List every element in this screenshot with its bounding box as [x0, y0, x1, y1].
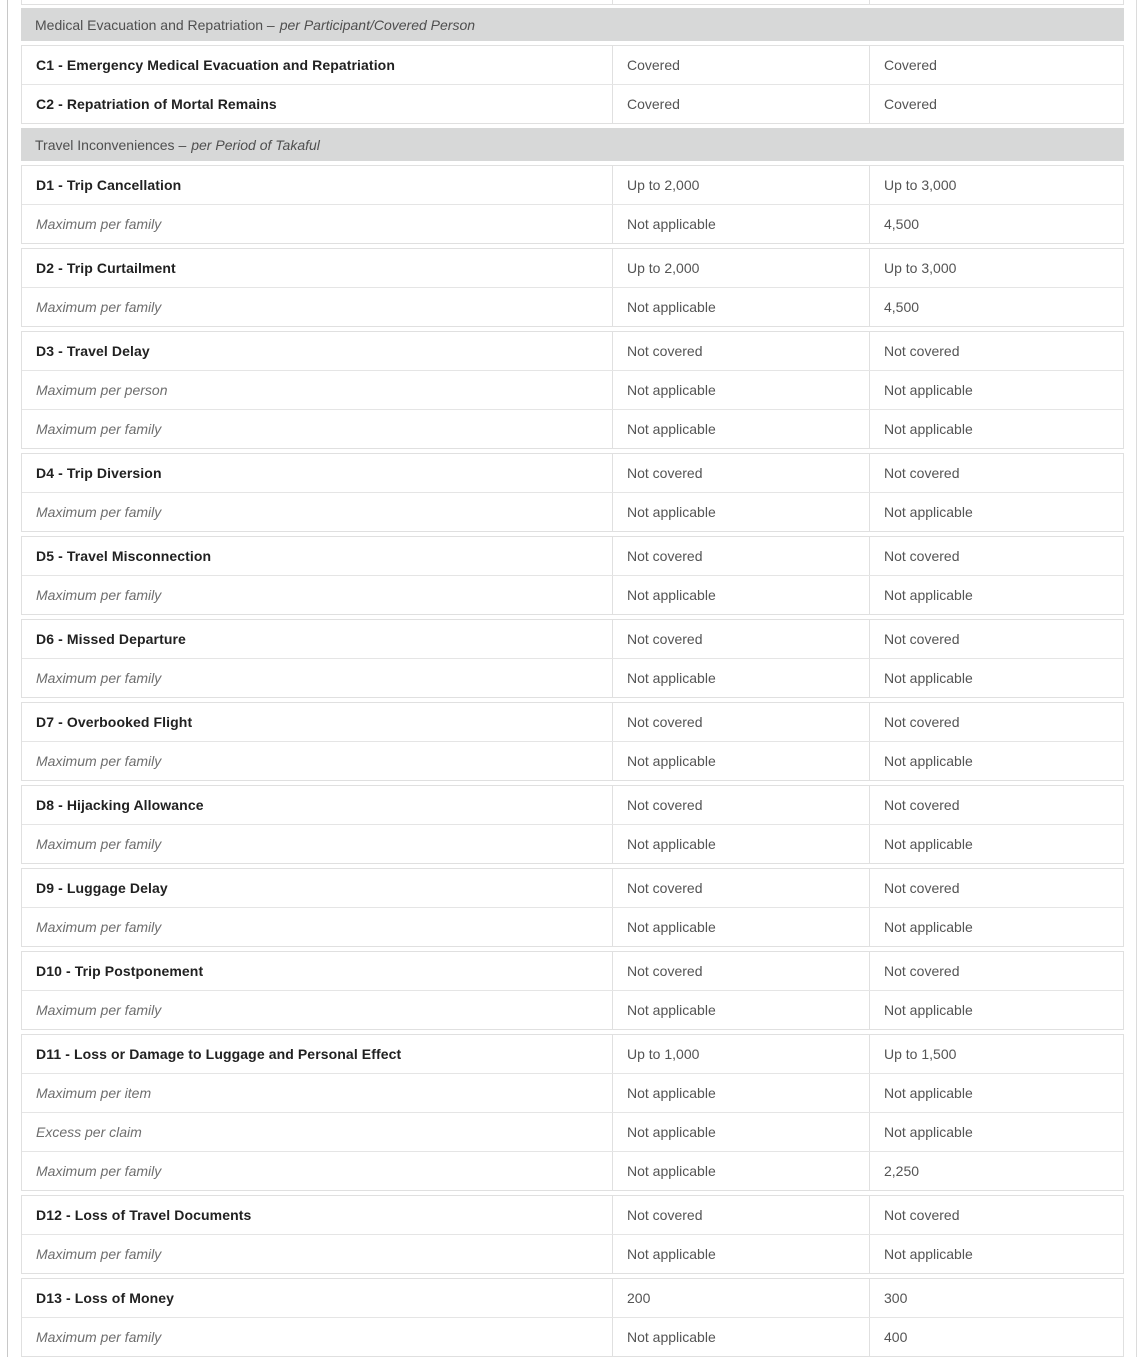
sublimit-label-cell: Excess per claim [36, 1124, 142, 1140]
plan-1-value-cell: Not applicable [612, 1113, 869, 1151]
plan-2-value-cell: Not applicable [869, 1074, 1123, 1112]
section-header [21, 8, 1124, 41]
section-header [21, 128, 1124, 161]
benefit-group [21, 248, 1124, 327]
table-row [22, 537, 1123, 575]
table-row [22, 575, 1123, 614]
benefit-label-cell: D3 - Travel Delay [36, 343, 150, 359]
table-row [22, 204, 1123, 243]
plan-1-value-cell: Not applicable [612, 742, 869, 780]
plan-2-value-cell: 300 [869, 1279, 1123, 1317]
plan-1-value-cell: Up to 2,000 [612, 249, 869, 287]
benefit-group [21, 1195, 1124, 1274]
benefit-label-cell: D10 - Trip Postponement [36, 963, 204, 979]
benefit-label-cell: D6 - Missed Departure [36, 631, 186, 647]
plan-2-value-cell: 400 [869, 1318, 1123, 1356]
section-header-text: Travel Inconveniences – [35, 136, 187, 153]
plan-2-value-cell: Not applicable [869, 908, 1123, 946]
plan-1-value-cell: Not applicable [612, 288, 869, 326]
benefit-group [21, 785, 1124, 864]
plan-2-value-cell: Not applicable [869, 1235, 1123, 1273]
plan-2-value-cell: Not applicable [869, 371, 1123, 409]
plan-1-value-cell: Covered [612, 85, 869, 123]
plan-1-value-cell: Not covered [612, 1196, 869, 1234]
benefits-table [21, 8, 1124, 1357]
plan-2-value-cell: Not covered [869, 454, 1123, 492]
table-row [22, 1073, 1123, 1112]
plan-1-value-cell: Not covered [612, 620, 869, 658]
table-row [22, 907, 1123, 946]
sublimit-label-cell: Maximum per family [36, 1002, 162, 1018]
sublimit-label-cell: Maximum per family [36, 670, 162, 686]
plan-2-value-cell: Not applicable [869, 493, 1123, 531]
plan-2-value-cell: Up to 1,500 [869, 1035, 1123, 1073]
plan-2-value-cell: Not applicable [869, 410, 1123, 448]
benefit-group [21, 165, 1124, 244]
sublimit-label-cell: Maximum per family [36, 1329, 162, 1345]
benefit-group [21, 951, 1124, 1030]
table-row [22, 1317, 1123, 1356]
sublimit-label-cell: Maximum per person [36, 382, 168, 398]
plan-2-value-cell: Covered [869, 85, 1123, 123]
plan-2-value-cell: Covered [869, 46, 1123, 84]
plan-2-value-cell: 2,250 [869, 1152, 1123, 1190]
benefit-group [21, 45, 1124, 124]
plan-1-value-cell: Not covered [612, 952, 869, 990]
sublimit-label-cell: Maximum per family [36, 421, 162, 437]
plan-2-value-cell: Not covered [869, 537, 1123, 575]
table-row [22, 1279, 1123, 1317]
plan-1-value-cell: Not applicable [612, 1318, 869, 1356]
plan-2-value-cell: Not covered [869, 786, 1123, 824]
benefit-label-cell: C1 - Emergency Medical Evacuation and Repatriation [36, 57, 395, 73]
benefit-label-cell: D4 - Trip Diversion [36, 465, 162, 481]
plan-2-value-cell: Not covered [869, 1196, 1123, 1234]
sublimit-label-cell: Maximum per family [36, 919, 162, 935]
benefit-group [21, 1034, 1124, 1191]
plan-1-value-cell: Not applicable [612, 1074, 869, 1112]
benefit-group [21, 536, 1124, 615]
table-row [22, 620, 1123, 658]
plan-1-value-cell: Covered [612, 46, 869, 84]
plan-1-value-cell: Not applicable [612, 576, 869, 614]
plan-2-value-cell: 4,500 [869, 205, 1123, 243]
section-header-text: Medical Evacuation and Repatriation – [35, 16, 275, 33]
section-header-italic-suffix: per Participant/Covered Person [279, 16, 476, 33]
plan-1-value-cell: Not applicable [612, 659, 869, 697]
plan-1-value-cell: Not applicable [612, 825, 869, 863]
plan-1-value-cell: Not covered [612, 454, 869, 492]
column-divider [869, 0, 870, 4]
table-row [22, 332, 1123, 370]
plan-2-value-cell: 4,500 [869, 288, 1123, 326]
plan-1-value-cell: Not applicable [612, 410, 869, 448]
plan-2-value-cell: Up to 3,000 [869, 166, 1123, 204]
plan-2-value-cell: Not applicable [869, 576, 1123, 614]
plan-1-value-cell: Not applicable [612, 991, 869, 1029]
plan-2-value-cell: Not covered [869, 332, 1123, 370]
sublimit-label-cell: Maximum per family [36, 299, 162, 315]
cutoff-row-fragment [21, 0, 1124, 5]
benefit-group [21, 868, 1124, 947]
plan-1-value-cell: Not applicable [612, 493, 869, 531]
benefit-label-cell: D9 - Luggage Delay [36, 880, 168, 896]
table-row [22, 1151, 1123, 1190]
sublimit-label-cell: Maximum per family [36, 216, 162, 232]
table-row [22, 869, 1123, 907]
table-row [22, 703, 1123, 741]
benefit-group [21, 619, 1124, 698]
plan-2-value-cell: Not applicable [869, 1113, 1123, 1151]
benefit-group [21, 453, 1124, 532]
table-row [22, 786, 1123, 824]
table-row [22, 492, 1123, 531]
table-row [22, 249, 1123, 287]
benefit-label-cell: D11 - Loss or Damage to Luggage and Personal Effect [36, 1046, 402, 1062]
plan-1-value-cell: Not covered [612, 332, 869, 370]
benefit-label-cell: C2 - Repatriation of Mortal Remains [36, 96, 277, 112]
plan-1-value-cell: 200 [612, 1279, 869, 1317]
sublimit-label-cell: Maximum per family [36, 836, 162, 852]
benefit-label-cell: D13 - Loss of Money [36, 1290, 175, 1306]
table-row [22, 370, 1123, 409]
plan-1-value-cell: Not covered [612, 537, 869, 575]
plan-1-value-cell: Not applicable [612, 205, 869, 243]
table-row [22, 46, 1123, 84]
benefit-label-cell: D2 - Trip Curtailment [36, 260, 176, 276]
plan-2-value-cell: Not covered [869, 869, 1123, 907]
table-row [22, 1112, 1123, 1151]
plan-2-value-cell: Not covered [869, 620, 1123, 658]
benefit-label-cell: D8 - Hijacking Allowance [36, 797, 204, 813]
table-row [22, 658, 1123, 697]
sublimit-label-cell: Maximum per family [36, 587, 162, 603]
table-row [22, 990, 1123, 1029]
benefit-label-cell: D5 - Travel Misconnection [36, 548, 212, 564]
plan-2-value-cell: Not applicable [869, 825, 1123, 863]
benefit-group [21, 331, 1124, 449]
plan-1-value-cell: Not applicable [612, 1152, 869, 1190]
benefit-group [21, 702, 1124, 781]
sublimit-label-cell: Maximum per family [36, 1163, 162, 1179]
plan-2-value-cell: Not applicable [869, 659, 1123, 697]
table-row [22, 1035, 1123, 1073]
table-row [22, 952, 1123, 990]
table-row [22, 409, 1123, 448]
plan-2-value-cell: Not covered [869, 703, 1123, 741]
plan-1-value-cell: Not covered [612, 786, 869, 824]
benefit-group [21, 1278, 1124, 1357]
plan-2-value-cell: Not applicable [869, 742, 1123, 780]
table-row [22, 166, 1123, 204]
benefit-label-cell: D1 - Trip Cancellation [36, 177, 182, 193]
plan-2-value-cell: Not covered [869, 952, 1123, 990]
benefits-panel [7, 0, 1137, 1357]
plan-1-value-cell: Not applicable [612, 1235, 869, 1273]
plan-2-value-cell: Not applicable [869, 991, 1123, 1029]
plan-1-value-cell: Not covered [612, 703, 869, 741]
plan-1-value-cell: Not applicable [612, 371, 869, 409]
plan-1-value-cell: Up to 1,000 [612, 1035, 869, 1073]
benefit-label-cell: D7 - Overbooked Flight [36, 714, 193, 730]
table-row [22, 1234, 1123, 1273]
sublimit-label-cell: Maximum per family [36, 1246, 162, 1262]
column-divider [612, 0, 613, 4]
table-row [22, 454, 1123, 492]
plan-1-value-cell: Not applicable [612, 908, 869, 946]
plan-1-value-cell: Not covered [612, 869, 869, 907]
plan-1-value-cell: Up to 2,000 [612, 166, 869, 204]
section-header-italic-suffix: per Period of Takaful [191, 136, 320, 153]
table-row [22, 741, 1123, 780]
benefit-label-cell: D12 - Loss of Travel Documents [36, 1207, 252, 1223]
sublimit-label-cell: Maximum per family [36, 504, 162, 520]
sublimit-label-cell: Maximum per family [36, 753, 162, 769]
table-row [22, 84, 1123, 123]
sublimit-label-cell: Maximum per item [36, 1085, 152, 1101]
table-row [22, 287, 1123, 326]
table-row [22, 1196, 1123, 1234]
table-row [22, 824, 1123, 863]
plan-2-value-cell: Up to 3,000 [869, 249, 1123, 287]
